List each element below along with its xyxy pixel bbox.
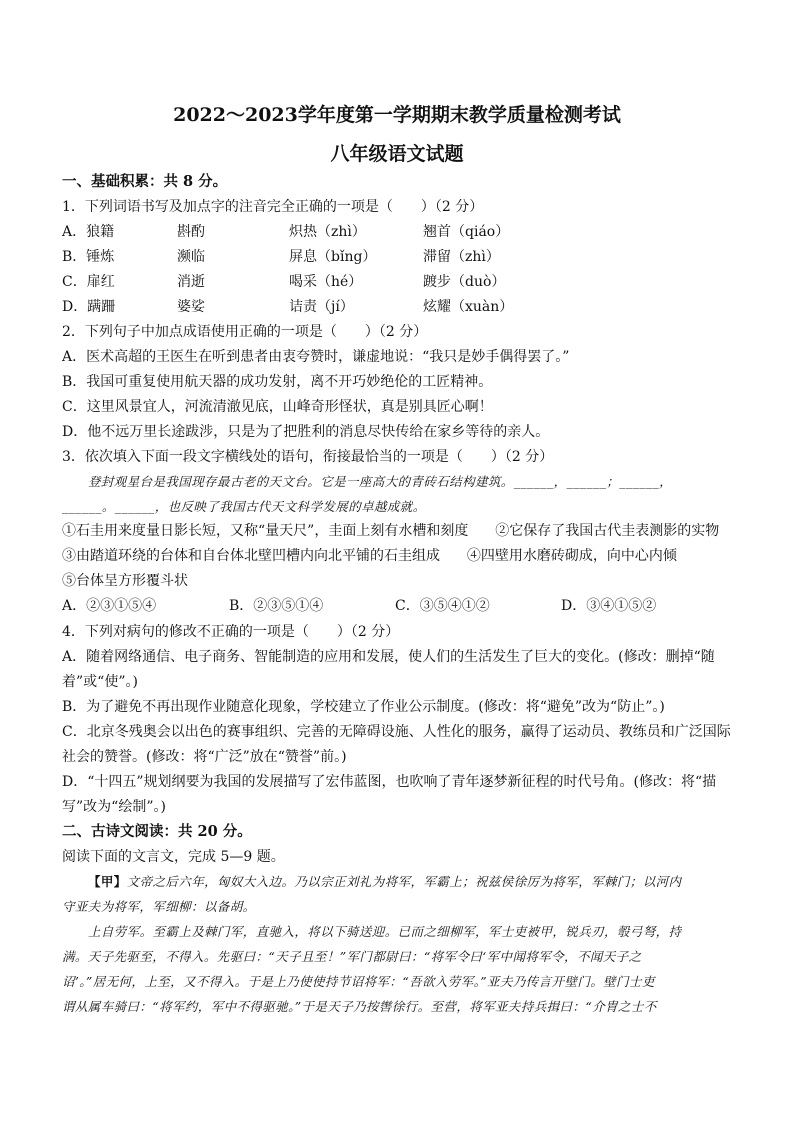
passage-text-1: 文帝之后六年，匈奴大入边。乃以宗正刘礼为将军，军霸上；祝兹侯徐厉为将军，军棘门；以河内 [126, 874, 682, 889]
q1-b-word1: B．锤炼 [62, 249, 115, 265]
q1-b-word2: 濒临 [177, 249, 205, 265]
q3-choice-d: D．③④①⑤② [561, 598, 657, 614]
q3-sentence-1: ①石圭用来度量日影长短，又称“量天尺”，圭面上刻有水槽和刻度 [62, 523, 469, 539]
q1-c-word4: 踱步（duò） [423, 274, 506, 290]
q1-b-word4: 滞留（zhì） [423, 249, 500, 265]
q4-option-b: B．为了避免不再出现作业随意化现象，学校建立了作业公示制度。(修改：将“避免”改为“防止”。) [62, 699, 665, 715]
classical-passage-line2: 守亚夫为将军，军细柳：以备胡。 [62, 899, 256, 914]
q2-option-b: B．我国可重复使用航天器的成功发射，离不开巧妙绝伦的工匠精神。 [62, 374, 493, 390]
q3-choice-a: A．②③①⑤④ [62, 598, 157, 614]
q3-sentences-row1 [62, 521, 732, 541]
q3-sentence-4: ④四壁用水磨砖砌成，向中心内倾 [466, 548, 677, 564]
question-2-stem: 2．下列句子中加点成语使用正确的一项是（ ）（2 分） [62, 324, 428, 340]
q1-d-word4: 炫耀（xuàn） [423, 299, 514, 315]
classical-passage-line5: 诏’。”居无何，上至，又不得入。于是上乃使使持节诏将军：“吾欲入劳军。”亚夫乃传言开壁门。壁门士吏 [62, 974, 655, 989]
q3-sentence-3: ③由踏道环绕的台体和自台体北壁凹槽内向北平铺的石圭组成 [62, 548, 440, 564]
q2-option-a: A．医术高超的王医生在听到患者由衷夸赞时，谦虚地说：“我只是妙手偶得罢了。” [62, 349, 570, 365]
q1-d-word2: 婆娑 [177, 299, 205, 315]
section-heading-classical: 二、古诗文阅读：共 20 分。 [62, 823, 252, 840]
passage-label-jia: 【甲】 [88, 874, 127, 889]
q1-d-word3: 诘责（jí） [289, 299, 354, 315]
q3-sentence-2: ②它保存了我国古代圭表测影的实物 [495, 523, 720, 539]
q4-option-c-line2: 社会的赞誉。(修改：将“广泛”放在“赞誉”前。) [62, 749, 347, 765]
q1-c-word2: 消逝 [177, 274, 205, 290]
exam-subtitle: 八年级语文试题 [330, 143, 464, 165]
q1-b-word3: 屏息（bǐng） [289, 249, 377, 265]
q1-c-word1: C．扉红 [62, 274, 115, 290]
q3-passage-line1: 登封观星台是我国现存最古老的天文台。它是一座高大的青砖石结构建筑。______，______；______， [88, 474, 673, 489]
classical-passage-line3: 上自劳军。至霸上及棘门军，直驰入，将以下骑送迎。已而之细柳军，军士吏被甲，锐兵刃，彀弓弩，持 [88, 924, 682, 939]
q3-passage-line2: ______。______，也反映了我国古代天文科学发展的卓越成就。 [62, 499, 426, 514]
q1-a-word3: 炽热（zhì） [289, 224, 366, 240]
q1-d-word1: D．蹒跚 [62, 299, 116, 315]
classical-intro: 阅读下面的文言文，完成 5—9 题。 [62, 849, 285, 865]
q3-choice-b: B．②③⑤①④ [229, 598, 324, 614]
q4-option-d-line2: 写”改为“绘制”。) [62, 799, 166, 815]
q4-option-c-line1: C．北京冬残奥会以出色的赛事组织、完善的无障碍设施、人性化的服务，赢得了运动员、教练员和广泛国际 [62, 724, 731, 740]
question-1-stem: 1．下列词语书写及加点字的注音完全正确的一项是（ ）（2 分） [62, 199, 484, 215]
exam-title: 2022～2023学年度第一学期期末教学质量检测考试 [173, 104, 621, 126]
q1-a-word2: 斟酌 [177, 224, 205, 240]
classical-passage-line6: 谓从属车骑曰：“将军约，军中不得驱驰。”于是天子乃按辔徐行。至营，将军亚夫持兵揖曰：“介胄之士不 [62, 999, 657, 1014]
q1-a-word1: A．狼籍 [62, 224, 115, 240]
q2-option-c: C．这里风景宜人，河流清澈见底，山峰奇形怪状，真是别具匠心啊！ [62, 399, 493, 415]
q1-c-word3: 喝采（hé） [289, 274, 363, 290]
q4-option-d-line1: D．“十四五”规划纲要为我国的发展描写了宏伟蓝图，也吹响了青年逐梦新征程的时代号角。(修改：将“描 [62, 774, 717, 790]
section-heading-basic: 一、基础积累：共 8 分。 [62, 173, 228, 190]
q2-option-d: D．他不远万里长途跋涉，只是为了把胜利的消息尽快传给在家乡等待的亲人。 [62, 424, 550, 440]
q4-option-a-line1: A．随着网络通信、电子商务、智能制造的应用和发展，使人们的生活发生了巨大的变化。(修改：删掉“随 [62, 649, 715, 665]
classical-passage-line1 [62, 872, 732, 892]
q3-choice-c: C．③⑤④①② [395, 598, 490, 614]
q3-sentence-5: ⑤台体呈方形覆斗状 [62, 573, 188, 589]
q4-option-a-line2: 着”或“使”。) [62, 674, 138, 690]
q1-a-word4: 翘首（qiáo） [423, 224, 510, 240]
question-4-stem: 4．下列对病句的修改不正确的一项是（ ）（2 分） [62, 624, 400, 640]
q3-sentences-row2 [62, 546, 732, 566]
classical-passage-line4: 满。天子先驱至，不得入。先驱曰：“天子且至！”军门都尉曰：“将军令曰‘军中闻将军令，不闻天子之 [62, 949, 642, 964]
question-3-stem: 3．依次填入下面一段文字横线处的语句，衔接最恰当的一项是（ ）（2 分） [62, 449, 554, 465]
